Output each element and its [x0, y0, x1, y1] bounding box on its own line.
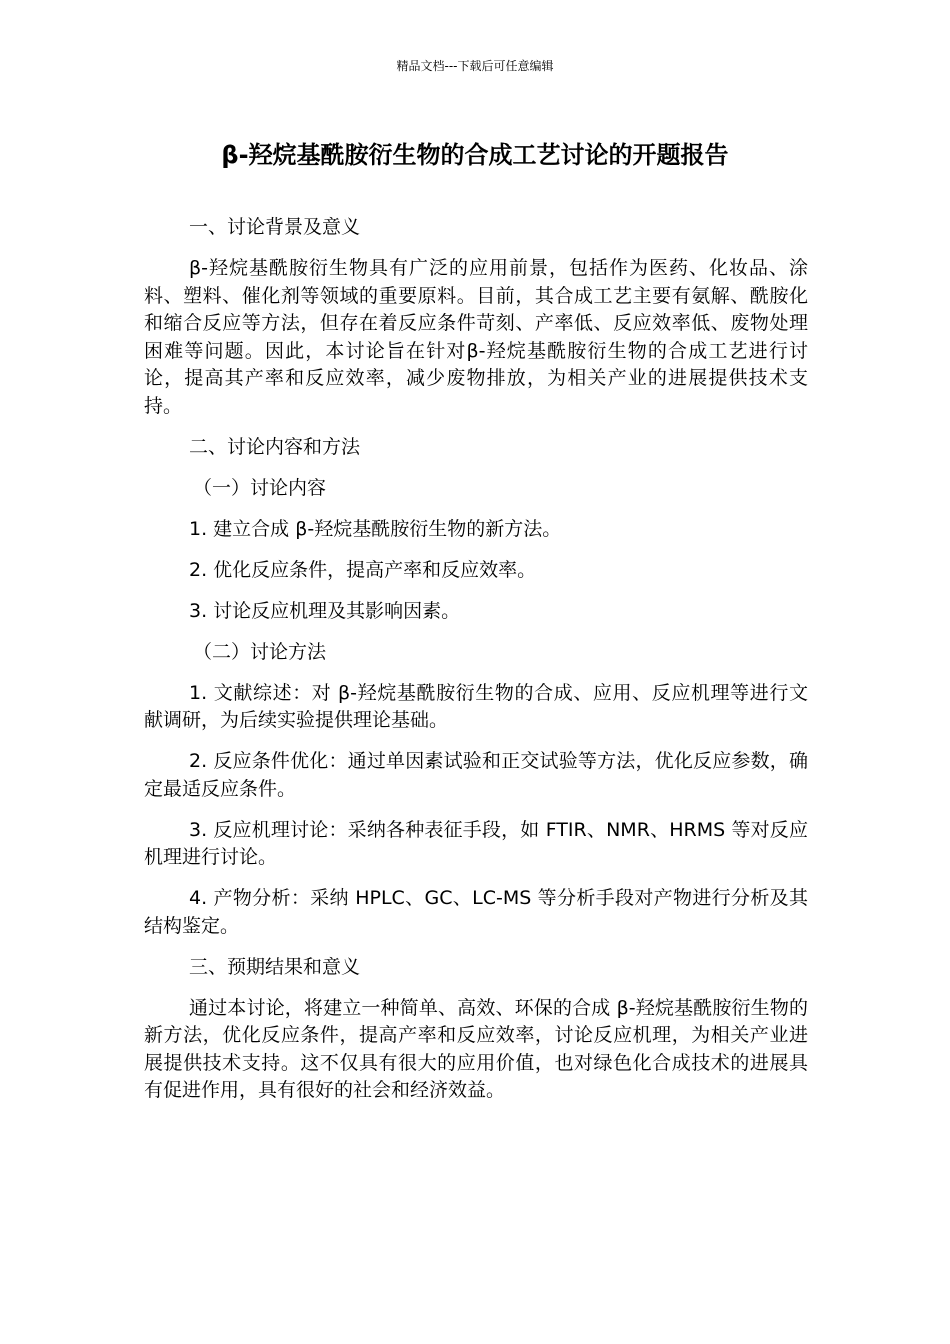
method-item: 4. 产物分析：采纳 HPLC、GC、LC-MS 等分析手段对产物进行分析及其结构鉴定。 [144, 887, 808, 937]
section-1-heading: 一、讨论背景及意义 [189, 216, 361, 238]
method-item: 1. 文献综述：对 β-羟烷基酰胺衍生物的合成、应用、反应机理等进行文献调研，为后续实验提供理论基础。 [144, 681, 808, 731]
section-3-paragraph: 通过本讨论，将建立一种简单、高效、环保的合成 β-羟烷基酰胺衍生物的新方法，优化反应条件，提高产率和反应效率，讨论反应机理，为相关产业进展提供技术支持。这不仅具有很大的应用价值，也对绿色化合成技术的进展具有促进作用，具有很好的社会和经济效益。 [144, 996, 808, 1101]
section-1-paragraph: β-羟烷基酰胺衍生物具有广泛的应用前景，包括作为医药、化妆品、涂料、塑料、催化剂等领域的重要原料。目前，其合成工艺主要有氨解、酰胺化和缩合反应等方法，但存在着反应条件苛刻、产率低、反应效率低、废物处理困难等问题。因此，本讨论旨在针对β-羟烷基酰胺衍生物的合成工艺进行讨论，提高其产率和反应效率，减少废物排放，为相关产业的进展提供技术支持。 [144, 257, 808, 417]
header-note: 精品文档---下载后可任意编辑 [396, 59, 554, 73]
document-body [144, 214, 808, 1118]
content-item: 1. 建立合成 β-羟烷基酰胺衍生物的新方法。 [189, 517, 562, 540]
method-item: 3. 反应机理讨论：采纳各种表征手段，如 FTIR、NMR、HRMS 等对反应机理进行讨论。 [144, 818, 808, 868]
research-method-heading: （二）讨论方法 [193, 640, 327, 663]
method-item: 2. 反应条件优化：通过单因素试验和正交试验等方法，优化反应参数，确定最适反应条件。 [144, 750, 808, 800]
content-item: 2. 优化反应条件，提高产率和反应效率。 [189, 558, 537, 581]
research-content-heading: （一）讨论内容 [193, 476, 327, 499]
section-3-heading: 三、预期结果和意义 [189, 955, 361, 978]
section-2-heading: 二、讨论内容和方法 [189, 435, 361, 458]
document-title: β-羟烷基酰胺衍生物的合成工艺讨论的开题报告 [221, 141, 729, 169]
content-item: 3. 讨论反应机理及其影响因素。 [189, 599, 461, 622]
